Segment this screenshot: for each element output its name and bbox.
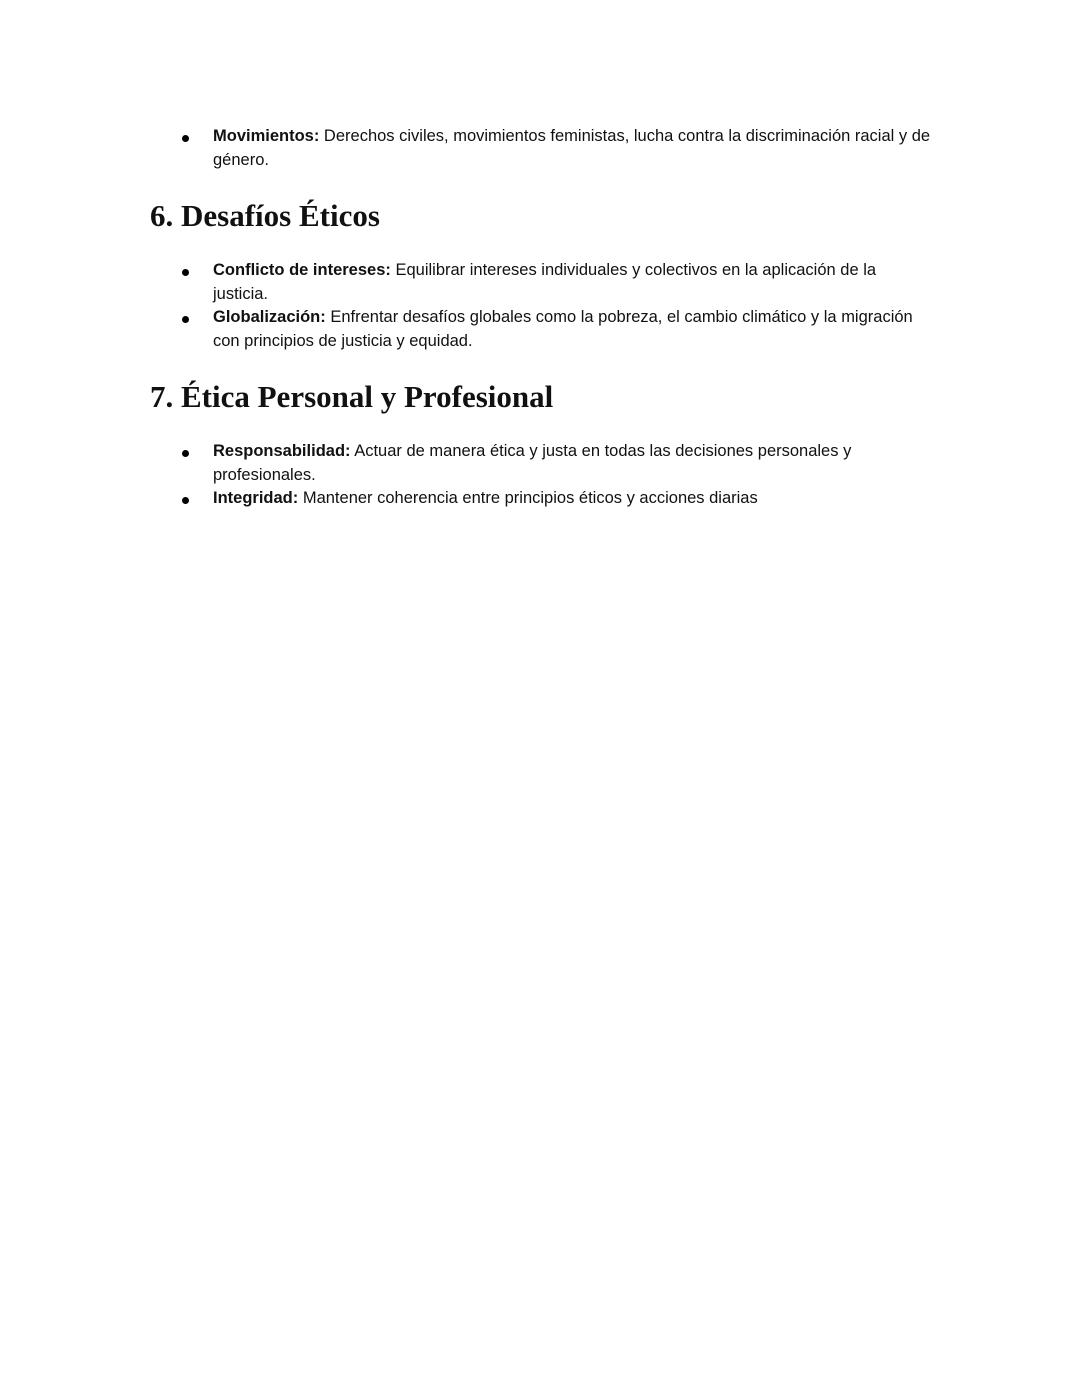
section-heading-6: 6. Desafíos Éticos bbox=[150, 198, 380, 233]
list-item bbox=[0, 306, 933, 353]
item-text: Derechos civiles, movimientos feministas, lucha contra la discriminación racial y de género. bbox=[213, 127, 931, 169]
bullet-list-ethical-challenges bbox=[0, 259, 1080, 353]
item-term: Integridad: bbox=[213, 489, 299, 507]
bullet-icon bbox=[182, 269, 189, 276]
item-text: Mantener coherencia entre principios éticos y acciones diarias bbox=[298, 489, 758, 507]
bullet-icon bbox=[182, 497, 189, 504]
item-text: Equilibrar intereses individuales y colectivos en la aplicación de la justicia. bbox=[213, 261, 877, 303]
item-term: Globalización: bbox=[213, 308, 326, 326]
bullet-icon bbox=[182, 135, 189, 142]
list-item bbox=[0, 440, 933, 487]
item-term: Responsabilidad: bbox=[213, 442, 351, 460]
item-term: Movimientos: bbox=[213, 127, 320, 145]
item-term: Conflicto de intereses: bbox=[213, 261, 391, 279]
bullet-list-movements bbox=[0, 125, 1080, 172]
item-text: Actuar de manera ética y justa en todas las decisiones personales y profesionales. bbox=[213, 442, 852, 484]
bullet-list-personal-ethics bbox=[0, 440, 1080, 511]
list-item bbox=[0, 125, 933, 172]
bullet-icon bbox=[182, 316, 189, 323]
item-text: Enfrentar desafíos globales como la pobreza, el cambio climático y la migración con principios de justicia y equidad. bbox=[213, 308, 913, 350]
list-item bbox=[0, 487, 933, 511]
section-heading-7: 7. Ética Personal y Profesional bbox=[150, 379, 554, 414]
bullet-icon bbox=[182, 450, 189, 457]
list-item bbox=[0, 259, 933, 306]
